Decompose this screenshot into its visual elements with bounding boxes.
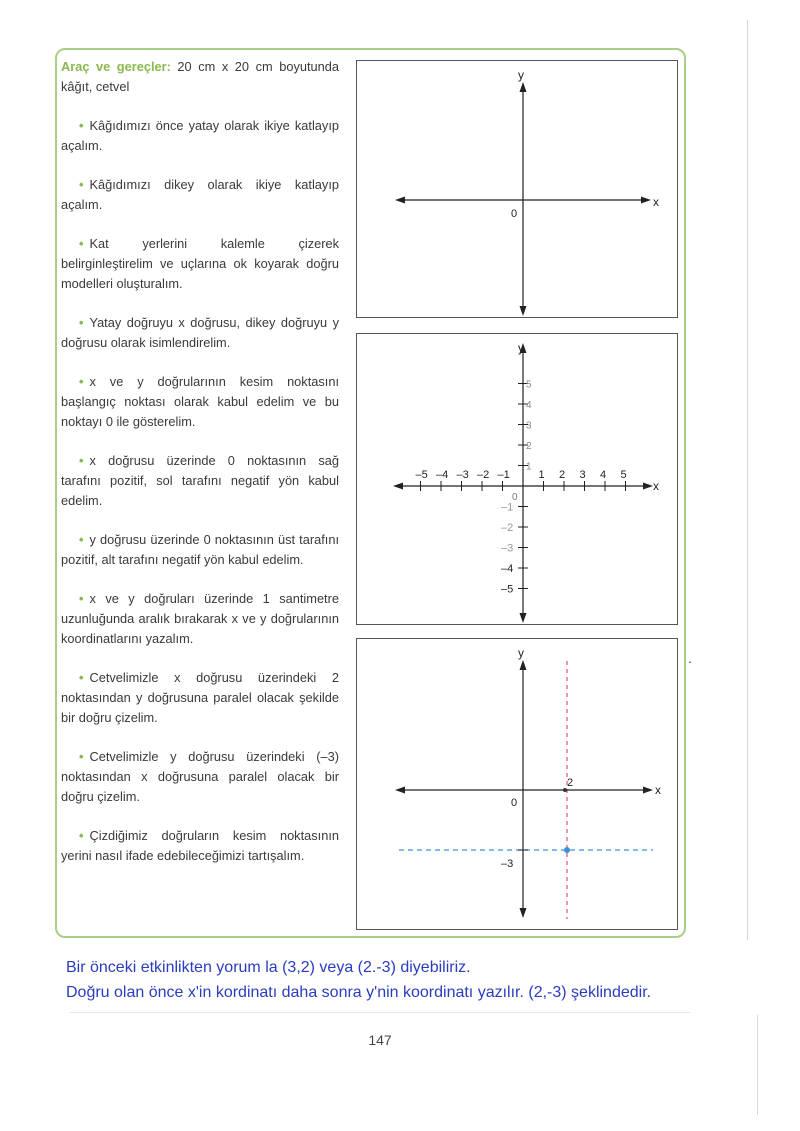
instruction-step <box>61 826 339 866</box>
bullet-icon: • <box>79 374 84 389</box>
materials-text: 20 cm x 20 cm boyutunda kâğıt, cetvel <box>61 59 339 94</box>
y-tick-label: –1 <box>501 501 514 514</box>
y-tick-label: –3 <box>501 542 514 555</box>
y-arrow-down <box>520 908 527 918</box>
intersection-point <box>564 847 570 853</box>
instruction-step <box>61 668 339 728</box>
x-tick-label: –2 <box>477 469 490 481</box>
x-arrow-right <box>643 787 653 794</box>
bullet-icon: • <box>79 532 84 547</box>
bullet-icon: • <box>79 315 84 330</box>
instruction-step <box>61 175 339 215</box>
x-tick-label: 1 <box>538 469 545 481</box>
axes-panel-point <box>356 638 678 930</box>
step-text: x ve y doğruları üzerinde 1 santimetre uzunluğunda aralık bırakarak x ve y doğrularının koordinatlarını yazalım. <box>61 591 339 646</box>
instructions-column <box>61 57 339 885</box>
y-tick-label: 3 <box>526 420 532 432</box>
y-arrow-up <box>520 82 527 92</box>
materials-line <box>61 57 339 97</box>
instruction-step <box>61 234 339 294</box>
y-point-label: –3 <box>501 858 514 870</box>
y-tick-label: –5 <box>501 583 514 596</box>
y-tick-label: 4 <box>526 400 532 411</box>
step-text: Kat yerlerini kalemle çizerek belirginleştirelim ve uçlarına ok koyarak doğru modelleri oluşturalım. <box>61 236 339 291</box>
y-axis-label: y <box>518 68 524 82</box>
page-edge-right-lower <box>757 1015 758 1115</box>
step-text: Cetvelimizle y doğrusu üzerindeki (–3) noktasından x doğrusuna paralel olacak bir doğru çizelim. <box>61 749 339 804</box>
step-text: x ve y doğrularının kesim noktasını başlangıç noktası olarak kabul edelim ve bu noktayı 0 ile gösterelim. <box>61 374 339 429</box>
origin-label: 0 <box>511 797 518 809</box>
x-tick-label: –1 <box>497 469 510 481</box>
instruction-step <box>61 451 339 511</box>
instruction-step <box>61 589 339 649</box>
x-tick-label: 3 <box>579 469 586 481</box>
page-edge-right <box>747 20 748 940</box>
bullet-icon: • <box>79 177 84 192</box>
materials-heading: Araç ve gereçler: <box>61 59 171 74</box>
x-axis-label: x <box>653 479 659 493</box>
instruction-step <box>61 372 339 432</box>
y-tick-label: 5 <box>526 379 532 391</box>
x-arrow-left <box>393 483 403 490</box>
x-axis-label: x <box>655 783 661 797</box>
bullet-icon: • <box>79 453 84 468</box>
y-arrow-down <box>520 306 527 316</box>
y-tick-label: 1 <box>526 461 532 473</box>
x-tick-label: –3 <box>456 469 469 481</box>
y-axis-label: y <box>518 646 524 660</box>
x-axis-label: x <box>653 195 659 209</box>
instruction-step <box>61 747 339 807</box>
x-point-label: 2 <box>567 777 574 789</box>
bullet-icon: • <box>79 670 84 685</box>
point-plot-diagram <box>357 639 679 931</box>
note-line-2: Doğru olan önce x'in kordinatı daha sonra y'nin koordinatı yazılır. (2,-3) şeklindedir. <box>66 983 652 1001</box>
page-number: 147 <box>368 1032 392 1048</box>
origin-label: 0 <box>511 208 518 220</box>
step-text: Yatay doğruyu x doğrusu, dikey doğruyu y doğrusu olarak isimlendirelim. <box>61 315 339 350</box>
footer-rule <box>70 1012 690 1013</box>
step-text: y doğrusu üzerinde 0 noktasının üst tarafını pozitif, alt tarafını negatif yön kabul edelim. <box>61 532 339 567</box>
step-text: Çizdiğimiz doğruların kesim noktasının yerini nasıl ifade edebileceğimizi tartışalım. <box>61 828 339 863</box>
bullet-icon: • <box>79 828 84 843</box>
bullet-icon: • <box>79 236 84 251</box>
handwritten-note <box>66 956 766 1005</box>
y-tick-label: 2 <box>526 441 532 452</box>
x-tick-label: –4 <box>436 469 449 481</box>
y-axis-label: y <box>518 341 524 355</box>
numbered-axes-diagram <box>357 334 679 626</box>
y-arrow-up <box>520 660 527 670</box>
x-arrow-right <box>641 197 651 204</box>
x-tick-label: 4 <box>600 469 607 481</box>
axes-panel-numbered <box>356 333 678 625</box>
x-arrow-left <box>395 197 405 204</box>
y-arrow-down <box>520 613 527 623</box>
step-text: Cetvelimizle x doğrusu üzerindeki 2 noktasından y doğrusuna paralel olacak şekilde bir doğru çizelim. <box>61 670 339 725</box>
x-arrow-right <box>643 483 653 490</box>
x-tick-label: 5 <box>620 469 627 481</box>
x-arrow-left <box>395 787 405 794</box>
x-tick-label: 2 <box>559 469 566 481</box>
stray-dot: . <box>688 650 692 666</box>
axes-panel-blank <box>356 60 678 318</box>
blank-axes-diagram <box>357 61 679 319</box>
step-text: x doğrusu üzerinde 0 noktasının sağ tarafını pozitif, sol tarafını negatif yön kabul edelim. <box>61 453 339 508</box>
y-tick-label: –2 <box>501 522 514 534</box>
origin-label: 0 <box>512 492 518 503</box>
instruction-step <box>61 116 339 156</box>
y-tick-label: –4 <box>501 563 514 575</box>
bullet-icon: • <box>79 591 84 606</box>
instruction-step <box>61 313 339 353</box>
note-line-1: Bir önceki etkinlikten yorum la (3,2) veya (2.-3) diyebiliriz. <box>66 959 471 976</box>
x-tick-label: –5 <box>415 469 428 481</box>
instruction-step <box>61 530 339 570</box>
bullet-icon: • <box>79 749 84 764</box>
bullet-icon: • <box>79 118 84 133</box>
steps-list <box>61 116 339 866</box>
step-text: Kâğıdımızı önce yatay olarak ikiye katlayıp açalım. <box>61 118 339 153</box>
step-text: Kâğıdımızı dikey olarak ikiye katlayıp açalım. <box>61 177 339 212</box>
